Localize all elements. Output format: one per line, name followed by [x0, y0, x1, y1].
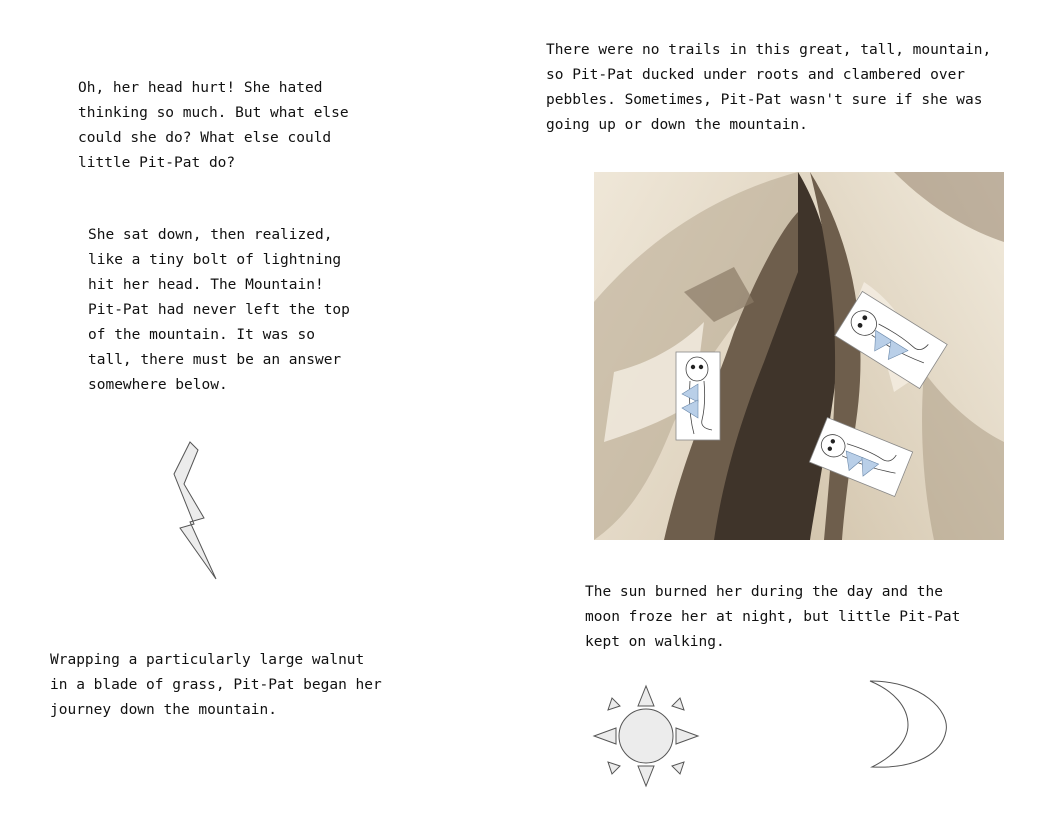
story-paragraph-4: There were no trails in this great, tall, mountain, so Pit-Pat ducked under roots and clambered over pebbles. Sometimes, Pit-Pat wasn't sure if she was going up or down the mountain.	[546, 42, 992, 133]
crescent-moon-icon	[862, 677, 952, 772]
mountain-crevasse-photo	[594, 172, 1004, 540]
story-paragraph-3: Wrapping a particularly large walnut in a blade of grass, Pit-Pat began her journey down the mountain.	[50, 652, 382, 718]
story-paragraph-5: The sun burned her during the day and the moon froze her at night, but little Pit-Pat kept on walking.	[585, 584, 961, 650]
sun-icon	[590, 682, 702, 790]
pit-pat-figure	[676, 352, 720, 440]
story-paragraph-1: Oh, her head hurt! She hated thinking so much. But what else could she do? What else could little Pit-Pat do?	[78, 80, 349, 171]
lightning-bolt-icon	[160, 436, 220, 581]
story-paragraph-2: She sat down, then realized, like a tiny bolt of lightning hit her head. The Mountain! Pit-Pat had never left the top of the mountain. It was so tall, there must be an answer somewhere below.	[88, 227, 350, 393]
